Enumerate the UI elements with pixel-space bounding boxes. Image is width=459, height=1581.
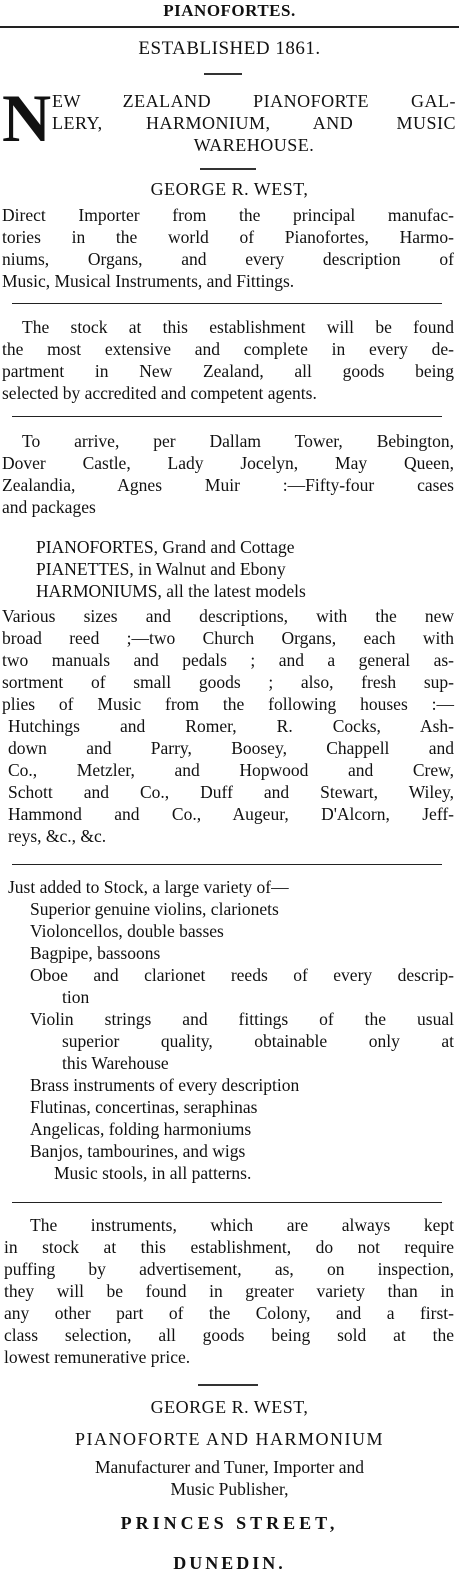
added-item: Flutinas, concertinas, seraphinas	[30, 1097, 258, 1117]
section-title: PIANOFORTES.	[163, 1, 296, 20]
rule-3	[12, 864, 442, 865]
instruments-line: class selection, all goods being sold at the	[4, 1325, 454, 1345]
dropcap-letter: N	[2, 80, 52, 156]
instruments-line: The instruments, which are always kept	[30, 1215, 454, 1235]
various-line: broad reed ;—two Church Organs, each with	[2, 628, 454, 648]
added-item: tion	[62, 987, 90, 1007]
arrive-line: and packages	[2, 497, 96, 517]
gallery-heading-line-3: WAREHOUSE.	[193, 135, 315, 155]
various-line: reys, &c., &c.	[8, 826, 107, 846]
footer-line-1: Manufacturer and Tuner, Importer and	[94, 1457, 364, 1477]
added-item: Violin strings and fittings of the usual	[30, 1009, 454, 1029]
various-line: Schott and Co., Duff and Stewart, Wiley,	[8, 782, 454, 802]
footer-line-2: Music Publisher,	[170, 1479, 289, 1499]
gallery-heading-line-1: EW ZEALAND PIANOFORTE GAL-	[52, 91, 456, 111]
rule-4	[12, 1202, 442, 1203]
stock-line: The stock at this establishment will be found	[22, 317, 454, 337]
arrive-line: Dover Castle, Lady Jocelyn, May Queen,	[2, 453, 454, 473]
footer-city: DUNEDIN.	[173, 1553, 286, 1573]
footer-trade: PIANOFORTE AND HARMONIUM	[75, 1429, 384, 1449]
instruments-line: puffing by advertisement, as, on inspection,	[4, 1259, 454, 1279]
gallery-heading-line-2: LERY, HARMONIUM, AND MUSIC	[52, 113, 456, 133]
added-item: Violoncellos, double basses	[30, 921, 224, 941]
rule-2	[12, 416, 442, 417]
arrive-line: To arrive, per Dallam Tower, Bebington,	[22, 431, 454, 451]
footer-street: PRINCES STREET,	[120, 1513, 339, 1533]
various-line: down and Parry, Boosey, Chappell and	[8, 738, 454, 758]
added-intro: Just added to Stock, a large variety of—	[8, 877, 289, 897]
added-item: this Warehouse	[62, 1053, 169, 1073]
various-line: sortment of small goods ; also, fresh sup-	[2, 672, 454, 692]
instruments-line: in stock at this establishment, do not require	[4, 1237, 454, 1257]
various-line: two manuals and pedals ; and a general as-	[2, 650, 454, 670]
intro-line: Direct Importer from the principal manufac-	[2, 205, 454, 225]
various-line: Co., Metzler, and Hopwood and Crew,	[8, 760, 454, 780]
established-line: ESTABLISHED 1861.	[138, 38, 321, 59]
stock-line: partment in New Zealand, all goods being	[2, 361, 454, 381]
product-line: PIANETTES, in Walnut and Ebony	[36, 559, 286, 579]
added-item: superior quality, obtainable only at	[62, 1031, 454, 1051]
added-item: Music stools, in all patterns.	[54, 1163, 252, 1183]
various-line: Hammond and Co., Augeur, D'Alcorn, Jeff-	[8, 804, 454, 824]
proprietor-name-top: GEORGE R. WEST,	[150, 179, 309, 199]
product-line: HARMONIUMS, all the latest models	[36, 581, 306, 601]
added-item: Angelicas, folding harmoniums	[30, 1119, 252, 1139]
dash-3	[198, 1384, 258, 1386]
stock-line: the most extensive and complete in every de-	[2, 339, 454, 359]
instruments-line: lowest remunerative price.	[4, 1347, 191, 1367]
instruments-line: they will be found in greater variety than in	[4, 1281, 454, 1301]
intro-line: niums, Organs, and every description of	[2, 249, 454, 269]
added-item: Superior genuine violins, clarionets	[30, 899, 279, 919]
dash-1	[204, 73, 242, 75]
added-item: Oboe and clarionet reeds of every descrip-	[30, 965, 454, 985]
top-rule	[0, 26, 459, 28]
footer-name: GEORGE R. WEST,	[150, 1397, 309, 1417]
various-line: plies of Music from the following houses :—	[2, 694, 454, 714]
added-item: Brass instruments of every description	[30, 1075, 300, 1095]
intro-line: tories in the world of Pianofortes, Harmo-	[2, 227, 454, 247]
dash-2	[200, 168, 256, 170]
intro-line: Music, Musical Instruments, and Fittings.	[2, 271, 295, 291]
added-item: Bagpipe, bassoons	[30, 943, 161, 963]
various-line: Hutchings and Romer, R. Cocks, Ash-	[8, 716, 454, 736]
instruments-line: any other part of the Colony, and a first-	[4, 1303, 454, 1323]
product-line: PIANOFORTES, Grand and Cottage	[36, 537, 295, 557]
various-line: Various sizes and descriptions, with the new	[2, 606, 454, 626]
added-item: Banjos, tambourines, and wigs	[30, 1141, 246, 1161]
rule-1	[12, 303, 442, 304]
arrive-line: Zealandia, Agnes Muir :—Fifty-four cases	[2, 475, 454, 495]
stock-line: selected by accredited and competent agents.	[2, 383, 317, 403]
